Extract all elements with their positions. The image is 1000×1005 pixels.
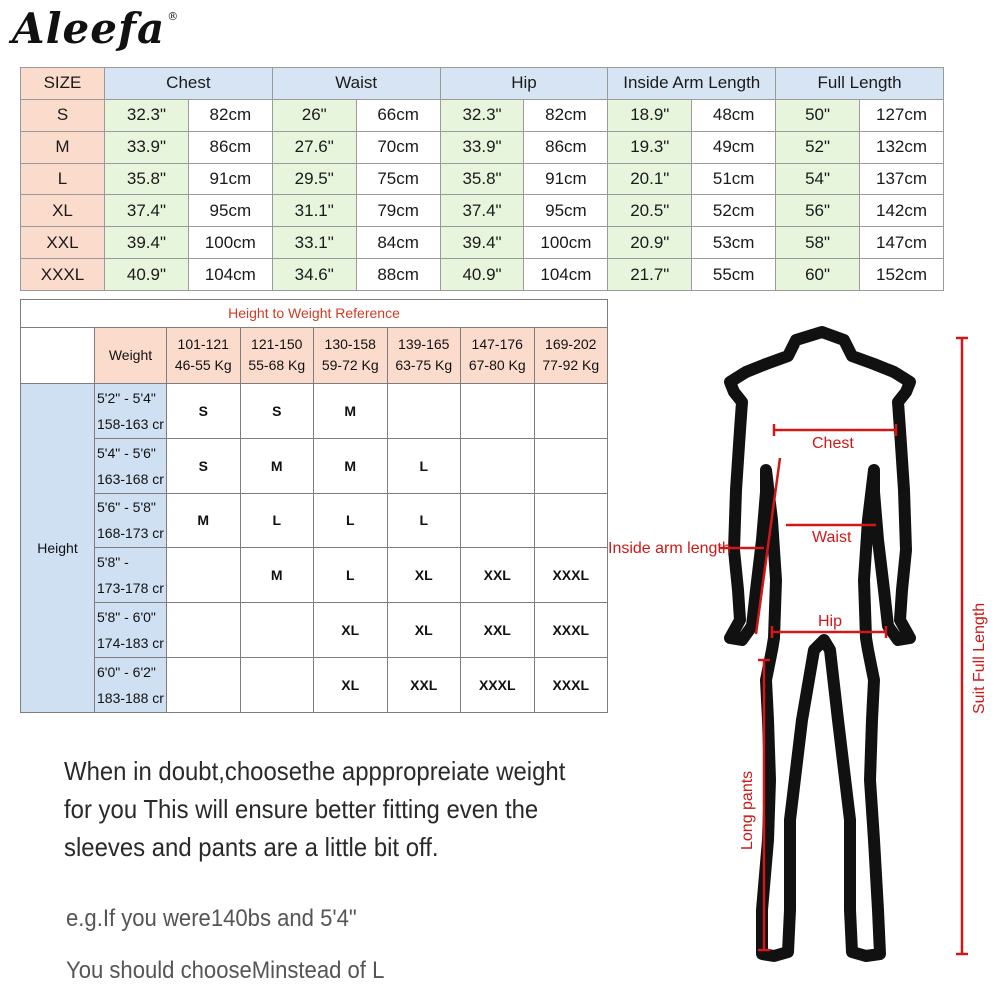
recommended-size: L — [314, 548, 388, 603]
cm-value: 52cm — [692, 195, 776, 227]
recommended-size: M — [314, 438, 388, 493]
inch-value: 50" — [776, 99, 860, 131]
cm-value: 132cm — [860, 131, 944, 163]
cm-value: 137cm — [860, 163, 944, 195]
size-chart-table — [20, 67, 944, 291]
weight-range — [314, 327, 388, 383]
inch-value: 33.9" — [440, 131, 524, 163]
recommended-size: L — [314, 493, 388, 548]
recommended-size: XXXL — [461, 658, 535, 713]
height-row — [21, 383, 608, 438]
height-range-ft: 6'0" - 6'2" — [97, 664, 156, 681]
header-waist: Waist — [272, 68, 440, 100]
weight-label: Weight — [95, 327, 167, 383]
recommended-size: L — [240, 493, 314, 548]
advice-line: sleeves and pants are a little bit off. — [64, 832, 439, 862]
advice-text — [64, 752, 565, 866]
header-size: SIZE — [21, 68, 105, 100]
inch-value: 18.9" — [608, 99, 692, 131]
inch-value: 21.7" — [608, 259, 692, 291]
recommended-size — [167, 603, 241, 658]
recommended-size: XXL — [461, 548, 535, 603]
cm-value: 53cm — [692, 227, 776, 259]
weight-range-kg: 77-92 Kg — [542, 357, 600, 374]
example-line: e.g.If you were140bs and 5'4" — [66, 905, 357, 932]
wetsuit-illustration — [606, 320, 1000, 1000]
recommended-size: XL — [314, 603, 388, 658]
recommended-size: M — [240, 438, 314, 493]
weight-range-kg: 59-72 Kg — [321, 357, 379, 374]
height-range-cm: 163-168 cr — [97, 470, 164, 487]
registered-mark: ® — [167, 10, 180, 23]
advice-line: When in doubt,choosethe apppropreiate weight — [64, 756, 566, 786]
height-range-ft: 5'2" - 5'4" — [97, 389, 156, 406]
brand-name: Aleefa — [12, 4, 166, 53]
inch-value: 27.6" — [272, 131, 356, 163]
height-row — [21, 438, 608, 493]
height-range-ft: 5'8" - 6'0" — [97, 609, 156, 626]
weight-range-lb: 130-158 — [324, 336, 376, 353]
inch-value: 20.1" — [608, 163, 692, 195]
recommended-size — [461, 438, 535, 493]
size-row — [21, 131, 944, 163]
inch-value: 58" — [776, 227, 860, 259]
recommended-size: M — [167, 493, 241, 548]
cm-value: 66cm — [356, 99, 440, 131]
size-label: XL — [21, 195, 105, 227]
cm-value: 70cm — [356, 131, 440, 163]
inch-value: 40.9" — [105, 259, 189, 291]
height-row — [21, 603, 608, 658]
advice-line: for you This will ensure better fitting even the — [64, 794, 539, 824]
weight-range-kg: 46-55 Kg — [174, 357, 232, 374]
cm-value: 88cm — [356, 259, 440, 291]
wetsuit-diagram — [606, 320, 1000, 1000]
weight-range-lb: 121-150 — [251, 336, 303, 353]
cm-value: 95cm — [188, 195, 272, 227]
cm-value: 100cm — [188, 227, 272, 259]
cm-value: 82cm — [188, 99, 272, 131]
size-row — [21, 163, 944, 195]
recommended-size: XXL — [461, 603, 535, 658]
size-chart-header-row — [21, 68, 944, 100]
weight-range — [167, 327, 241, 383]
cm-value: 142cm — [860, 195, 944, 227]
height-range-cm: 168-173 cr — [97, 525, 164, 542]
size-row — [21, 99, 944, 131]
weight-range — [461, 327, 535, 383]
inch-value: 20.9" — [608, 227, 692, 259]
inch-value: 52" — [776, 131, 860, 163]
height-weight-title: Height to Weight Reference — [21, 300, 608, 328]
height-row — [21, 658, 608, 713]
height-range — [95, 658, 167, 713]
cm-value: 84cm — [356, 227, 440, 259]
cm-value: 75cm — [356, 163, 440, 195]
inch-value: 60" — [776, 259, 860, 291]
recommended-size: S — [167, 438, 241, 493]
height-range-ft: 5'4" - 5'6" — [97, 444, 156, 461]
inch-value: 56" — [776, 195, 860, 227]
recommended-size: S — [240, 383, 314, 438]
recommended-size — [167, 658, 241, 713]
inch-value: 26" — [272, 99, 356, 131]
inch-value: 39.4" — [105, 227, 189, 259]
wetsuit-outline — [730, 332, 910, 956]
recommended-size — [167, 548, 241, 603]
recommended-size — [461, 493, 535, 548]
height-range-cm: 173-178 cr — [97, 580, 164, 597]
height-range — [95, 438, 167, 493]
cm-value: 147cm — [860, 227, 944, 259]
inch-value: 39.4" — [440, 227, 524, 259]
inch-value: 54" — [776, 163, 860, 195]
height-range — [95, 548, 167, 603]
full-length-label: Suit Full Length — [971, 602, 988, 714]
cm-value: 49cm — [692, 131, 776, 163]
height-range-ft: 5'6" - 5'8" — [97, 499, 156, 516]
recommended-size: M — [240, 548, 314, 603]
inch-value: 33.1" — [272, 227, 356, 259]
cm-value: 51cm — [692, 163, 776, 195]
weight-range-lb: 139-165 — [398, 336, 450, 353]
recommended-size — [534, 493, 608, 548]
height-range-cm: 158-163 cr — [97, 415, 164, 432]
size-row — [21, 259, 944, 291]
weight-range — [240, 327, 314, 383]
inch-value: 34.6" — [272, 259, 356, 291]
recommended-size: XXXL — [534, 658, 608, 713]
weight-range — [534, 327, 608, 383]
size-label: S — [21, 99, 105, 131]
inch-value: 32.3" — [105, 99, 189, 131]
size-chart-body — [21, 99, 944, 290]
height-range — [95, 383, 167, 438]
header-hip: Hip — [440, 68, 608, 100]
height-weight-body — [21, 383, 608, 712]
header-full-length: Full Length — [776, 68, 944, 100]
recommended-size: XL — [387, 603, 461, 658]
weight-range-lb: 169-202 — [545, 336, 597, 353]
weight-range-kg: 67-80 Kg — [468, 357, 526, 374]
cm-value: 82cm — [524, 99, 608, 131]
long-pants-label: Long pants — [739, 770, 756, 850]
inch-value: 20.5" — [608, 195, 692, 227]
recommended-size: XL — [314, 658, 388, 713]
header-inside-arm: Inside Arm Length — [608, 68, 776, 100]
height-range — [95, 603, 167, 658]
cm-value: 152cm — [860, 259, 944, 291]
inch-value: 35.8" — [105, 163, 189, 195]
inch-value: 40.9" — [440, 259, 524, 291]
weight-range — [387, 327, 461, 383]
height-weight-table — [20, 299, 608, 713]
inside-arm-label: Inside arm length — [608, 540, 731, 557]
example-line: You should chooseMinstead of L — [66, 957, 385, 984]
recommended-size: L — [387, 438, 461, 493]
size-label: M — [21, 131, 105, 163]
waist-label: Waist — [812, 529, 852, 546]
weight-range-lb: 101-121 — [177, 336, 229, 353]
recommended-size — [240, 603, 314, 658]
recommended-size — [461, 383, 535, 438]
height-range-cm: 183-188 cr — [97, 690, 164, 707]
size-label: XXL — [21, 227, 105, 259]
inch-value: 29.5" — [272, 163, 356, 195]
recommended-size: L — [387, 493, 461, 548]
height-range-ft: 5'8" - — [97, 554, 129, 571]
recommended-size — [534, 383, 608, 438]
size-row — [21, 195, 944, 227]
hip-label: Hip — [818, 613, 843, 630]
recommended-size — [240, 658, 314, 713]
size-label: XXXL — [21, 259, 105, 291]
recommended-size: S — [167, 383, 241, 438]
chest-label: Chest — [812, 435, 854, 452]
inch-value: 32.3" — [440, 99, 524, 131]
recommended-size: XXXL — [534, 548, 608, 603]
cm-value: 91cm — [188, 163, 272, 195]
cm-value: 104cm — [188, 259, 272, 291]
cm-value: 95cm — [524, 195, 608, 227]
inch-value: 19.3" — [608, 131, 692, 163]
cm-value: 91cm — [524, 163, 608, 195]
corner-cell — [21, 327, 95, 383]
inch-value: 37.4" — [440, 195, 524, 227]
size-row — [21, 227, 944, 259]
cm-value: 79cm — [356, 195, 440, 227]
size-label: L — [21, 163, 105, 195]
inch-value: 31.1" — [272, 195, 356, 227]
brand-logo — [12, 4, 179, 53]
weight-header-row — [21, 327, 608, 383]
weight-range-kg: 63-75 Kg — [395, 357, 453, 374]
recommended-size — [534, 438, 608, 493]
inch-value: 37.4" — [105, 195, 189, 227]
recommended-size — [387, 383, 461, 438]
recommended-size: XL — [387, 548, 461, 603]
recommended-size: M — [314, 383, 388, 438]
inch-value: 33.9" — [105, 131, 189, 163]
height-label: Height — [21, 383, 95, 712]
weight-range-lb: 147-176 — [471, 336, 523, 353]
example-text — [66, 893, 384, 997]
height-range — [95, 493, 167, 548]
cm-value: 104cm — [524, 259, 608, 291]
cm-value: 48cm — [692, 99, 776, 131]
height-row — [21, 548, 608, 603]
cm-value: 55cm — [692, 259, 776, 291]
height-row — [21, 493, 608, 548]
cm-value: 100cm — [524, 227, 608, 259]
recommended-size: XXL — [387, 658, 461, 713]
recommended-size: XXXL — [534, 603, 608, 658]
cm-value: 86cm — [524, 131, 608, 163]
weight-range-kg: 55-68 Kg — [248, 357, 306, 374]
header-chest: Chest — [105, 68, 273, 100]
height-range-cm: 174-183 cr — [97, 635, 164, 652]
inch-value: 35.8" — [440, 163, 524, 195]
cm-value: 86cm — [188, 131, 272, 163]
cm-value: 127cm — [860, 99, 944, 131]
